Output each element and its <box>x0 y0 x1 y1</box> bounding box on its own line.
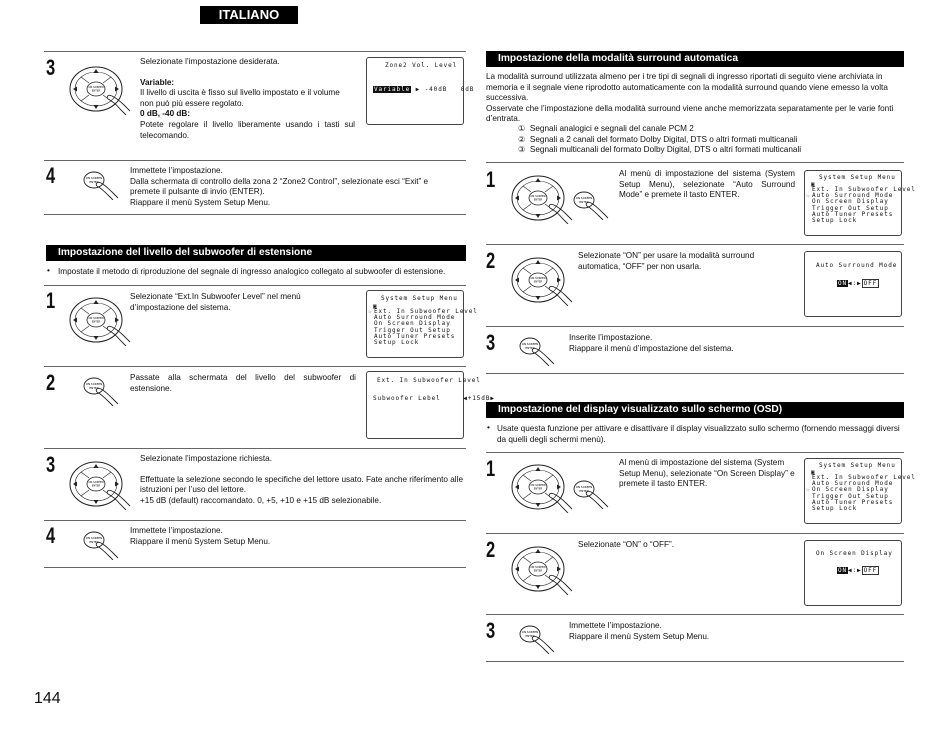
remote-dpad-icon <box>510 174 576 224</box>
divider <box>486 326 904 327</box>
divider <box>486 162 904 163</box>
divider <box>486 244 904 245</box>
bullet-dot: • <box>47 266 50 275</box>
enter-button-icon <box>518 622 558 654</box>
section-heading: Impostazione del livello del subwoofer di estensione <box>46 245 466 261</box>
step-text: Immettete l’impostazione. Dalla schermata di controllo della zona 2 “Zone2 Control”, selezionate esci “Exit” e premete il pulsante di invio (ENTER). Riappare il menù System Setup Menu. <box>130 166 429 207</box>
remote-dpad-icon <box>68 460 134 510</box>
step-number: 3 <box>486 618 496 643</box>
divider <box>486 373 904 374</box>
section-heading: Impostazione del display visualizzato sullo schermo (OSD) <box>486 402 904 418</box>
section-heading: Impostazione della modalità surround automatica <box>486 51 904 67</box>
divider <box>44 448 466 449</box>
divider <box>44 160 466 161</box>
step-text: Selezionate l’impostazione desiderata. Variable: Il livello di uscita è fisso sul livello impostato e il volume non può più essere regolato. 0 dB, -40 dB: Potete regolare il livello liberamente usando i tasti sul telecomando. <box>140 57 355 140</box>
language-tab: ITALIANO <box>200 6 298 24</box>
divider <box>486 452 904 453</box>
bullet-dot: • <box>487 423 490 432</box>
osd-screen: Zone2 Vol. Level Variable ▶ -40dB 0dB <box>366 57 464 125</box>
step-number: 1 <box>486 167 496 192</box>
divider <box>44 567 466 568</box>
list-item: ② Segnali a 2 canali del formato Dolby Digital, DTS o altri formati multicanali <box>518 134 798 144</box>
step-text: Immettete l’impostazione. Riappare il menù System Setup Menu. <box>569 621 710 641</box>
section-intro: Impostate il metodo di riproduzione del segnale di ingresso analogico collegato al subwoofer di estensione. <box>58 267 446 276</box>
remote-dpad-icon <box>510 256 576 306</box>
step-number: 4 <box>46 523 56 548</box>
osd-screen: On Screen Display ON◀:▶ OFF <box>804 540 902 606</box>
step-number: 3 <box>46 55 56 80</box>
divider <box>44 285 466 286</box>
step-number: 2 <box>46 370 56 395</box>
step-text: Al menù di impostazione del sistema (System Setup Menu), selezionate “On Screen Display” e premete il tasto ENTER. <box>619 458 795 489</box>
enter-button-icon <box>82 528 122 560</box>
divider <box>44 51 466 52</box>
remote-dpad-icon <box>68 296 134 346</box>
step-text: Selezionate “ON” o “OFF”. <box>578 540 674 549</box>
step-number: 1 <box>46 288 56 313</box>
divider <box>486 614 904 615</box>
step-text: Passate alla schermata del livello del subwoofer di estensione. <box>130 373 356 393</box>
step-text: Selezionate “Ext.In Subwoofer Level” nel menù d’impostazione del sistema. <box>130 292 301 312</box>
divider <box>44 214 466 215</box>
osd-screen: System Setup Menu ▣ ☞ Ext. In Subwoofer Level Auto Surround Mode On Screen Display Trigger Out Setup Auto Tuner Presets Setup Lock <box>804 170 902 236</box>
step-number: 2 <box>486 537 496 562</box>
remote-dpad-icon <box>510 545 576 595</box>
step-number: 1 <box>486 456 496 481</box>
divider <box>44 520 466 521</box>
list-item: ① Segnali analogici e segnali del canale PCM 2 <box>518 124 694 133</box>
remote-dpad-icon <box>68 65 134 115</box>
step-text: Selezionate “ON” per usare la modalità surround automatica, “OFF” per non usarla. <box>578 251 755 271</box>
step-text: Selezionate l’impostazione richiesta. Effettuate la selezione secondo le specifiche del lettore usato. Fate anche riferimento alle istruzioni per l’uso del lettore. +15 dB (default) raccomandato. 0, +5, +10 e +15 dB selezionabile. <box>140 454 463 505</box>
step-number: 3 <box>46 452 56 477</box>
divider <box>44 366 466 367</box>
osd-screen: Ext. In Subwoofer Level Subwoofer Lebel ◀+15dB▶ <box>366 371 464 439</box>
step-text: Al menù di impostazione del sistema (System Setup Menu), selezionate “Auto Surround Mode” e premete il tasto ENTER. <box>619 169 795 200</box>
divider <box>486 533 904 534</box>
step-text: Immettete l’impostazione. Riappare il menù System Setup Menu. <box>130 526 271 546</box>
step-number: 4 <box>46 163 56 188</box>
enter-button-icon <box>82 168 122 200</box>
enter-button-icon <box>572 188 612 220</box>
page-number: 144 <box>34 690 61 707</box>
step-number: 2 <box>486 248 496 273</box>
osd-screen: Auto Surround Mode ON◀:▶ OFF <box>804 251 902 317</box>
enter-button-icon <box>572 477 612 509</box>
remote-dpad-icon <box>510 463 576 513</box>
divider <box>486 661 904 662</box>
step-text: Inserite l’impostazione. Riappare il menù d’impostazione del sistema. <box>569 333 734 353</box>
osd-screen: System Setup Menu ▣ ☞ Ext. In Subwoofer Level Auto Surround Mode On Screen Display Trigger Out Setup Auto Tuner Presets Setup Lock <box>366 290 464 358</box>
list-item: ③ Segnali multicanali del formato Dolby Digital, DTS o altri formati multicanali <box>518 145 802 155</box>
step-number: 3 <box>486 330 496 355</box>
input-signal-list <box>518 124 904 156</box>
osd-screen: System Setup Menu ▣ ☞ Ext. In Subwoofer Level Auto Surround Mode On Screen Display Trigger Out Setup Auto Tuner Presets Setup Lock <box>804 458 902 524</box>
enter-button-icon <box>82 374 122 406</box>
section-intro: La modalità surround utilizzata almeno per i tre tipi di segnali di ingresso riportati di seguito viene archiviata in memoria e il segnale viene riprodotto automaticamente con la modalità surround quando viene emesso la volta successiva. Osservate che l’impostazione della modalità surround viene anche memorizzata separatamente per le varie fonti d’entrata. <box>486 72 894 124</box>
enter-button-icon <box>518 334 558 366</box>
section-intro: Usate questa funzione per attivare e disattivare il display visualizzato sullo schermo (fornendo messaggi diversi da quelli degli schermi menù). <box>497 424 900 444</box>
